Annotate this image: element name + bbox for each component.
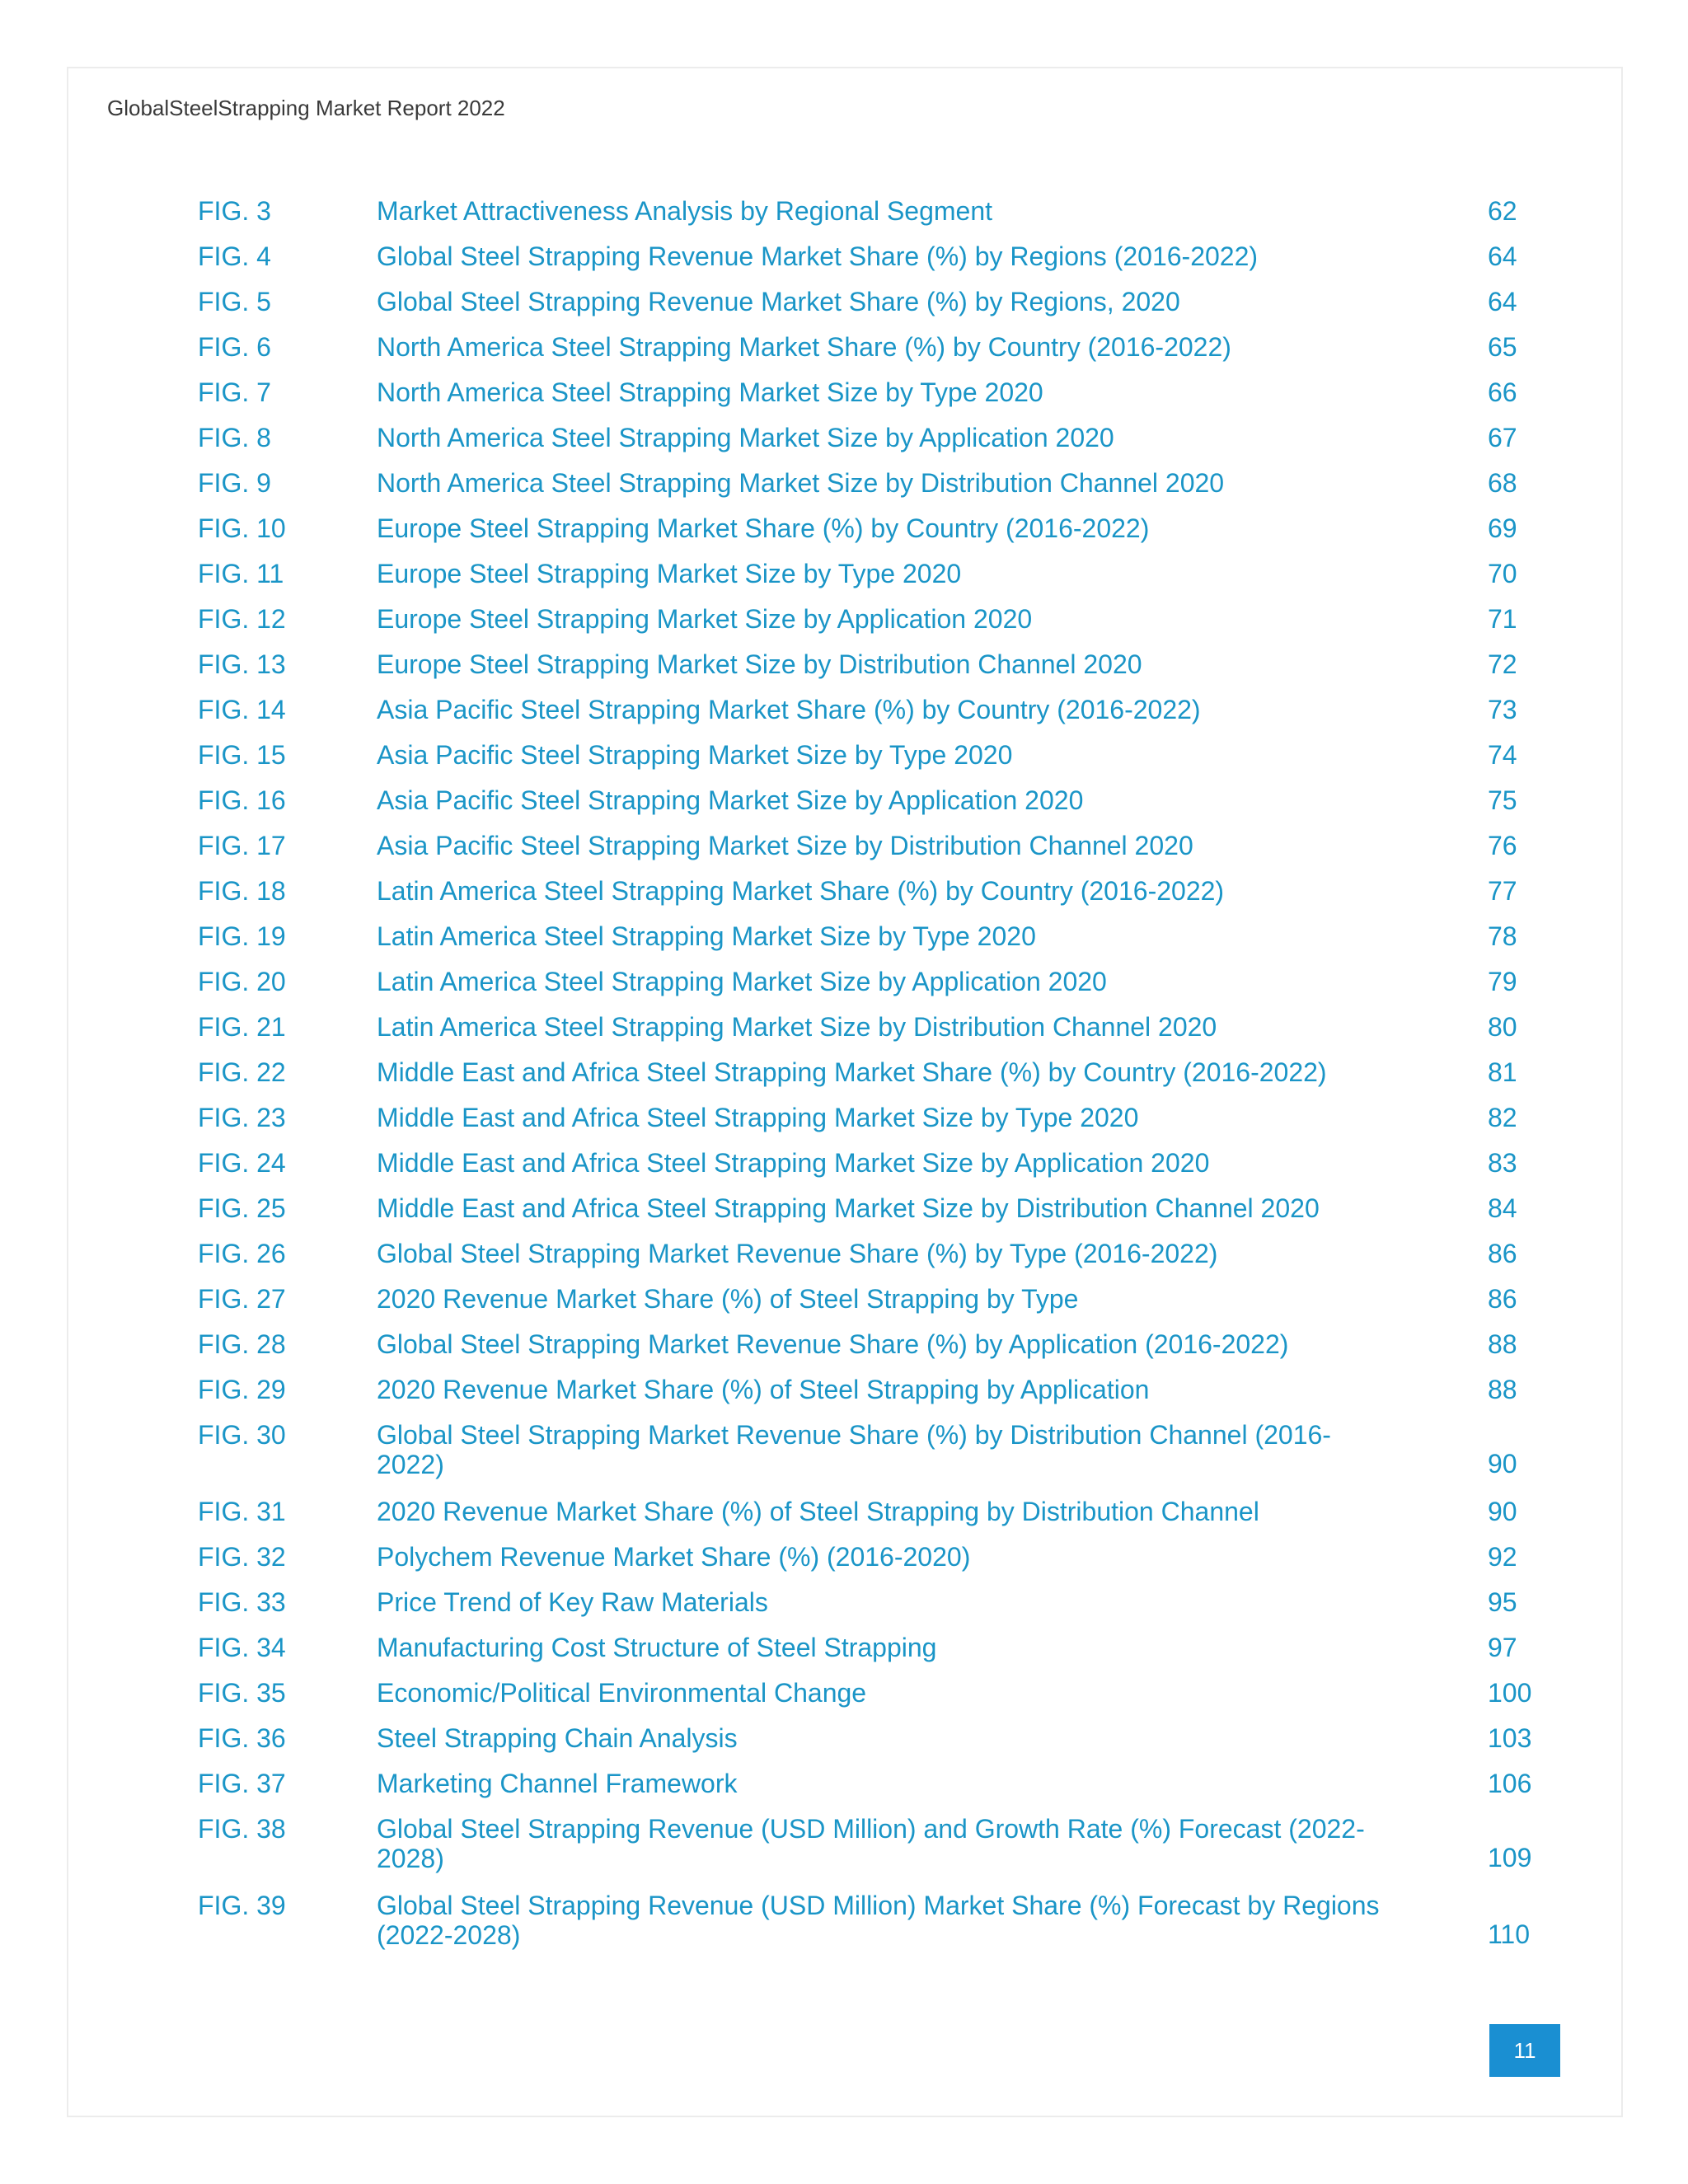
figure-page-number: 88 [1488,1329,1517,1359]
figure-title[interactable]: Market Attractiveness Analysis by Regional Segment [377,196,993,226]
figure-number: FIG. 12 [198,604,286,634]
figure-page-number: 92 [1488,1542,1517,1572]
figure-page-number: 72 [1488,649,1517,679]
figure-title[interactable]: Europe Steel Strapping Market Share (%) by Country (2016-2022) [377,513,1150,543]
figure-title[interactable]: Global Steel Strapping Market Revenue Share (%) by Distribution Channel (2016-2022) [377,1420,1331,1479]
figure-title[interactable]: North America Steel Strapping Market Size by Application 2020 [377,423,1114,452]
figure-page-number: 86 [1488,1239,1517,1268]
figure-page-number: 90 [1488,1449,1517,1479]
figure-number: FIG. 30 [198,1420,286,1450]
running-header: GlobalSteelStrapping Market Report 2022 [107,96,505,120]
figure-number: FIG. 9 [198,468,271,498]
figure-number: FIG. 6 [198,332,271,362]
figure-number: FIG. 29 [198,1375,286,1404]
figure-number: FIG. 16 [198,785,286,815]
figure-page-number: 71 [1488,604,1517,634]
figure-title[interactable]: Global Steel Strapping Revenue (USD Million) and Growth Rate (%) Forecast (2022-2028) [377,1814,1365,1873]
figure-page-number: 84 [1488,1193,1517,1223]
figure-title[interactable]: Steel Strapping Chain Analysis [377,1723,738,1753]
figure-number: FIG. 25 [198,1193,286,1223]
figure-title[interactable]: North America Steel Strapping Market Share (%) by Country (2016-2022) [377,332,1231,362]
figure-number: FIG. 31 [198,1497,286,1526]
figure-number: FIG. 7 [198,377,271,407]
figure-number: FIG. 37 [198,1769,286,1798]
figure-title[interactable]: Middle East and Africa Steel Strapping Market Size by Application 2020 [377,1148,1210,1178]
figure-number: FIG. 35 [198,1678,286,1708]
figure-page-number: 88 [1488,1375,1517,1404]
figure-page-number: 79 [1488,967,1517,996]
figure-page-number: 64 [1488,287,1517,316]
figure-number: FIG. 15 [198,740,286,770]
figure-title[interactable]: Global Steel Strapping Revenue (USD Million) Market Share (%) Forecast by Regions (2022-2028) [377,1891,1380,1950]
figure-title[interactable]: Europe Steel Strapping Market Size by Application 2020 [377,604,1033,634]
figure-number: FIG. 23 [198,1103,286,1132]
figure-page-number: 76 [1488,831,1517,860]
figure-page-number: 78 [1488,921,1517,951]
figure-title[interactable]: Asia Pacific Steel Strapping Market Size by Distribution Channel 2020 [377,831,1193,860]
figure-number: FIG. 5 [198,287,271,316]
figure-title[interactable]: Latin America Steel Strapping Market Size by Type 2020 [377,921,1036,951]
figure-title[interactable]: Latin America Steel Strapping Market Size by Application 2020 [377,967,1107,996]
figure-page-number: 64 [1488,241,1517,271]
figure-number: FIG. 34 [198,1633,286,1662]
figure-number: FIG. 32 [198,1542,286,1572]
figure-title[interactable]: Asia Pacific Steel Strapping Market Size by Application 2020 [377,785,1084,815]
figure-number: FIG. 14 [198,695,286,724]
figure-number: FIG. 17 [198,831,286,860]
figure-number: FIG. 19 [198,921,286,951]
figure-page-number: 82 [1488,1103,1517,1132]
figure-title[interactable]: North America Steel Strapping Market Size by Type 2020 [377,377,1043,407]
figure-title[interactable]: 2020 Revenue Market Share (%) of Steel Strapping by Distribution Channel [377,1497,1259,1526]
figure-title[interactable]: 2020 Revenue Market Share (%) of Steel Strapping by Application [377,1375,1150,1404]
figure-number: FIG. 33 [198,1587,286,1617]
figure-number: FIG. 11 [198,559,284,588]
figure-page-number: 70 [1488,559,1517,588]
figure-page-number: 68 [1488,468,1517,498]
figure-page-number: 86 [1488,1284,1517,1314]
figure-title[interactable]: Middle East and Africa Steel Strapping Market Share (%) by Country (2016-2022) [377,1057,1327,1087]
figure-number: FIG. 28 [198,1329,286,1359]
figure-page-number: 69 [1488,513,1517,543]
figure-page-number: 90 [1488,1497,1517,1526]
figure-number: FIG. 27 [198,1284,286,1314]
figure-number: FIG. 20 [198,967,286,996]
figure-page-number: 109 [1488,1843,1532,1872]
figure-number: FIG. 26 [198,1239,286,1268]
figure-title[interactable]: Global Steel Strapping Revenue Market Share (%) by Regions (2016-2022) [377,241,1259,271]
figure-page-number: 74 [1488,740,1517,770]
figure-number: FIG. 8 [198,423,271,452]
figure-number: FIG. 4 [198,241,271,271]
figure-title[interactable]: Latin America Steel Strapping Market Size by Distribution Channel 2020 [377,1012,1217,1042]
figure-title[interactable]: Polychem Revenue Market Share (%) (2016-2020) [377,1542,971,1572]
figure-title[interactable]: Global Steel Strapping Market Revenue Share (%) by Type (2016-2022) [377,1239,1218,1268]
figure-title[interactable]: 2020 Revenue Market Share (%) of Steel Strapping by Type [377,1284,1079,1314]
figure-number: FIG. 18 [198,876,286,906]
figure-number: FIG. 24 [198,1148,286,1178]
figure-number: FIG. 13 [198,649,286,679]
figure-page-number: 77 [1488,876,1517,906]
figure-page-number: 81 [1488,1057,1517,1087]
figure-title[interactable]: Latin America Steel Strapping Market Share (%) by Country (2016-2022) [377,876,1225,906]
figure-title[interactable]: Marketing Channel Framework [377,1769,738,1798]
page-number-badge: 11 [1489,2024,1560,2077]
figure-title[interactable]: Manufacturing Cost Structure of Steel Strapping [377,1633,937,1662]
figure-page-number: 103 [1488,1723,1532,1753]
figure-page-number: 80 [1488,1012,1517,1042]
figure-number: FIG. 38 [198,1814,286,1844]
figure-page-number: 110 [1488,1919,1531,1949]
figure-title[interactable]: Asia Pacific Steel Strapping Market Share (%) by Country (2016-2022) [377,695,1201,724]
figure-page-number: 65 [1488,332,1517,362]
figure-number: FIG. 36 [198,1723,286,1753]
figure-page-number: 100 [1488,1678,1532,1708]
figure-number: FIG. 21 [198,1012,286,1042]
figure-page-number: 75 [1488,785,1517,815]
figure-page-number: 97 [1488,1633,1517,1662]
figure-title[interactable]: Economic/Political Environmental Change [377,1678,867,1708]
figure-page-number: 83 [1488,1148,1517,1178]
figure-number: FIG. 3 [198,196,271,226]
figure-number: FIG. 39 [198,1891,286,1920]
figure-page-number: 67 [1488,423,1517,452]
figure-page-number: 73 [1488,695,1517,724]
figure-title[interactable]: Middle East and Africa Steel Strapping Market Size by Distribution Channel 2020 [377,1193,1320,1223]
figure-title[interactable]: Middle East and Africa Steel Strapping Market Size by Type 2020 [377,1103,1139,1132]
figure-title[interactable]: Europe Steel Strapping Market Size by Distribution Channel 2020 [377,649,1142,679]
figure-title[interactable]: Global Steel Strapping Market Revenue Share (%) by Application (2016-2022) [377,1329,1289,1359]
figure-title[interactable]: Asia Pacific Steel Strapping Market Size by Type 2020 [377,740,1013,770]
figure-page-number: 62 [1488,196,1517,226]
figure-title[interactable]: North America Steel Strapping Market Size by Distribution Channel 2020 [377,468,1225,498]
figure-title[interactable]: Price Trend of Key Raw Materials [377,1587,768,1617]
figure-page-number: 95 [1488,1587,1517,1617]
figure-number: FIG. 22 [198,1057,286,1087]
figure-number: FIG. 10 [198,513,286,543]
figure-title[interactable]: Europe Steel Strapping Market Size by Type 2020 [377,559,962,588]
figure-title[interactable]: Global Steel Strapping Revenue Market Share (%) by Regions, 2020 [377,287,1180,316]
figure-page-number: 66 [1488,377,1517,407]
figure-page-number: 106 [1488,1769,1532,1798]
